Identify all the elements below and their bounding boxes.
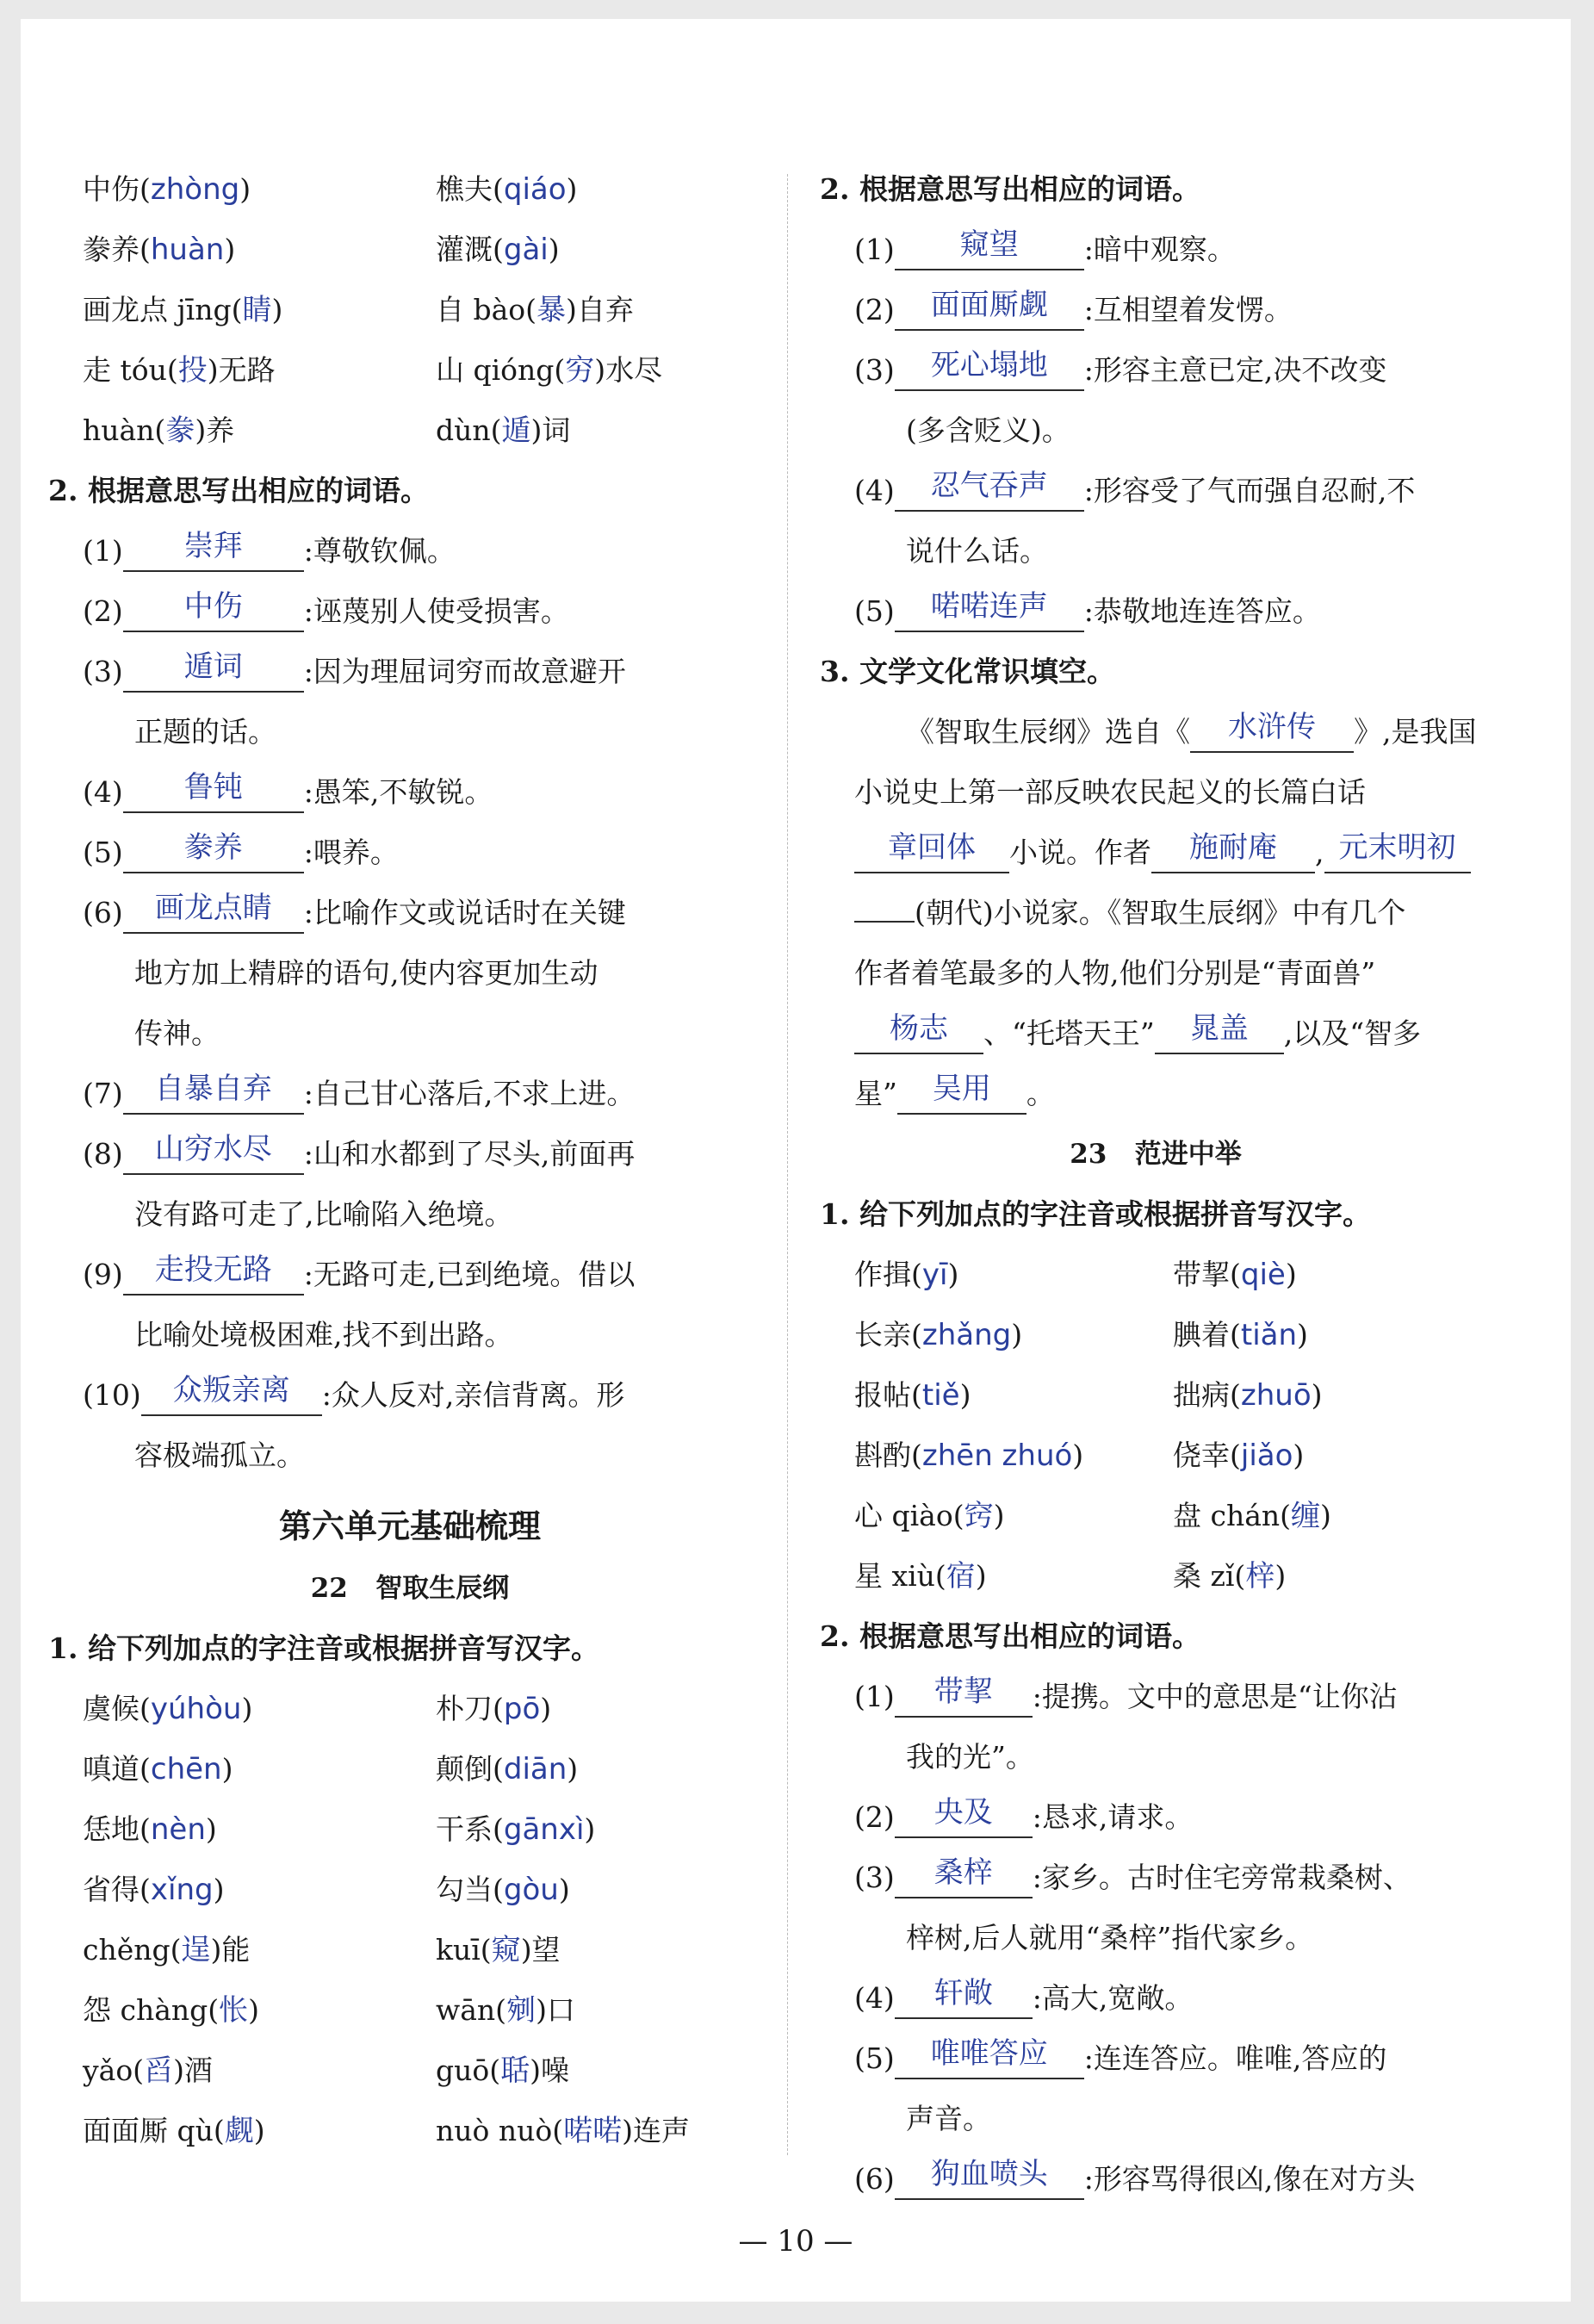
- pinyin-item: 自 bào(暴)自弃: [436, 293, 634, 327]
- vocab-item: (5) 喏喏连声 :恭敬地连连答应。: [854, 593, 1321, 632]
- pinyin-item: 面面厮 qù(觑): [83, 2114, 265, 2148]
- page-number: — 10 —: [738, 2224, 853, 2259]
- vocab-continuation: 说什么话。: [906, 534, 1048, 568]
- pinyin-item: 侥幸(jiǎo): [1173, 1439, 1305, 1473]
- vocab-item: (6) 画龙点睛 :比喻作文或说话时在关键: [83, 894, 626, 934]
- pinyin-item: 长亲(zhǎng): [854, 1318, 1023, 1352]
- vocab-item: (9) 走投无路 :无路可走,已到绝境。借以: [83, 1256, 635, 1296]
- pinyin-item: huàn(豢)养: [83, 413, 235, 448]
- question-title: 2. 根据意思写出相应的词语。: [48, 474, 429, 507]
- workbook-page: [21, 19, 1571, 2302]
- vocab-item: (4) 鲁钝 :愚笨,不敏锐。: [83, 774, 493, 813]
- pinyin-item: 拙病(zhuō): [1173, 1378, 1323, 1413]
- pinyin-item: 中伤(zhòng): [83, 172, 251, 207]
- pinyin-item: 干系(gānxì): [436, 1812, 596, 1847]
- vocab-item: (1) 窥望 :暗中观察。: [854, 231, 1236, 270]
- pinyin-item: 桑 zǐ(梓): [1173, 1559, 1287, 1594]
- vocab-item: (3) 遁词 :因为理屈词穷而故意避开: [83, 653, 626, 693]
- fill-line: 《智取生辰纲》选自《 水浒传 》,是我国: [906, 713, 1477, 753]
- vocab-continuation: 传神。: [134, 1016, 220, 1050]
- vocab-item: (3) 桑梓 :家乡。古时住宅旁常栽桑树、: [854, 1859, 1411, 1898]
- pinyin-item: guō(聒)噪: [436, 2054, 569, 2088]
- vocab-item: (4) 忍气吞声 :形容受了气而强自忍耐,不: [854, 472, 1415, 512]
- vocab-item: (2) 中伤 :诬蔑别人使受损害。: [83, 593, 569, 632]
- vocab-item: (5) 豢养 :喂养。: [83, 834, 399, 873]
- vocab-item: (6) 狗血喷头 :形容骂得很凶,像在对方头: [854, 2160, 1415, 2200]
- pinyin-item: 作揖(yī): [854, 1258, 959, 1292]
- pinyin-item: 朴刀(pō): [436, 1692, 552, 1726]
- unit-title: 第六单元基础梳理: [278, 1507, 541, 1545]
- pinyin-item: 嗔道(chēn): [83, 1752, 233, 1786]
- fill-line: 星” 吴用 。: [854, 1075, 1055, 1115]
- pinyin-item: 山 qióng(穷)水尽: [436, 353, 663, 388]
- pinyin-item: 灌溉(gài): [436, 233, 560, 267]
- pinyin-item: 斟酌(zhēn zhuó): [854, 1439, 1084, 1473]
- vocab-item: (3) 死心塌地 :形容主意已定,决不改变: [854, 351, 1386, 391]
- pinyin-item: nuò nuò(喏喏)连声: [436, 2114, 690, 2148]
- fill-line: (朝代)小说家。《智取生辰纲》中有几个: [854, 894, 1405, 932]
- vocab-continuation: 没有路可走了,比喻陷入绝境。: [134, 1197, 513, 1231]
- pinyin-item: 恁地(nèn): [83, 1812, 217, 1847]
- pinyin-item: 带挈(qiè): [1173, 1258, 1297, 1292]
- pinyin-item: 报帖(tiě): [854, 1378, 971, 1413]
- vocab-continuation: 容极端孤立。: [134, 1439, 305, 1472]
- question-title: 1. 给下列加点的字注音或根据拼音写汉字。: [48, 1631, 599, 1665]
- pinyin-item: wān(剜)口: [436, 1993, 575, 2028]
- vocab-continuation: 地方加上精辟的语句,使内容更加生动: [134, 956, 599, 990]
- pinyin-item: kuī(窥)望: [436, 1933, 561, 1967]
- pinyin-item: dùn(遁)词: [436, 413, 571, 448]
- vocab-item: (2) 面面厮觑 :互相望着发愣。: [854, 291, 1293, 331]
- pinyin-item: 腆着(tiǎn): [1173, 1318, 1308, 1352]
- pinyin-item: yǎo(舀)酒: [83, 2054, 213, 2088]
- vocab-continuation: 我的光”。: [906, 1740, 1034, 1774]
- question-title: 3. 文学文化常识填空。: [820, 655, 1115, 688]
- fill-line: 作者着笔最多的人物,他们分别是“青面兽”: [854, 956, 1376, 990]
- question-title: 2. 根据意思写出相应的词语。: [820, 1619, 1200, 1653]
- pinyin-item: 勾当(gòu): [436, 1873, 570, 1907]
- vocab-item: (1) 带挈 :提携。文中的意思是“让你沾: [854, 1678, 1398, 1718]
- fill-line: 杨志 、“托塔天王” 晁盖 ,以及“智多: [854, 1015, 1421, 1054]
- pinyin-item: 省得(xǐng): [83, 1873, 225, 1907]
- pinyin-item: 樵夫(qiáo): [436, 172, 578, 207]
- pinyin-item: 颠倒(diān): [436, 1752, 579, 1786]
- vocab-item: (4) 轩敞 :高大,宽敞。: [854, 1979, 1193, 2019]
- pinyin-item: 心 qiào(窍): [854, 1499, 1005, 1533]
- pinyin-item: 画龙点 jīng(睛): [83, 293, 283, 327]
- pinyin-item: 怨 chàng(怅): [83, 1993, 260, 2028]
- vocab-item: (8) 山穷水尽 :山和水都到了尽头,前面再: [83, 1135, 635, 1175]
- vocab-item: (2) 央及 :恳求,请求。: [854, 1799, 1193, 1838]
- fill-line: 小说史上第一部反映农民起义的长篇白话: [854, 775, 1366, 809]
- vocab-continuation: 声音。: [906, 2102, 991, 2135]
- vocab-continuation: 梓树,后人就用“桑梓”指代家乡。: [906, 1921, 1314, 1954]
- question-title: 1. 给下列加点的字注音或根据拼音写汉字。: [820, 1197, 1371, 1231]
- lesson-heading: 23 范进中举: [1070, 1139, 1242, 1170]
- pinyin-item: 豢养(huàn): [83, 233, 236, 267]
- question-title: 2. 根据意思写出相应的词语。: [820, 172, 1200, 206]
- pinyin-item: 虞候(yúhòu): [83, 1692, 253, 1726]
- pinyin-item: 走 tóu(投)无路: [83, 353, 276, 388]
- vocab-continuation: 正题的话。: [134, 715, 276, 749]
- vocab-continuation: (多含贬义)。: [906, 413, 1070, 447]
- vocab-item: (10) 众叛亲离 :众人反对,亲信背离。形: [83, 1376, 624, 1416]
- fill-line: 章回体 小说。作者 施耐庵 , 元末明初: [854, 834, 1471, 873]
- vocab-item: (7) 自暴自弃 :自己甘心落后,不求上进。: [83, 1075, 635, 1115]
- pinyin-item: 盘 chán(缠): [1173, 1499, 1331, 1533]
- pinyin-item: chěng(逞)能: [83, 1933, 251, 1967]
- pinyin-item: 星 xiù(宿): [854, 1559, 987, 1594]
- lesson-heading: 22 智取生辰纲: [310, 1573, 510, 1604]
- vocab-item: (5) 唯唯答应 :连连答应。唯唯,答应的: [854, 2040, 1386, 2079]
- vocab-continuation: 比喻处境极困难,找不到出路。: [134, 1318, 513, 1352]
- vocab-item: (1) 崇拜 :尊敬钦佩。: [83, 532, 456, 572]
- column-divider: [787, 174, 788, 2155]
